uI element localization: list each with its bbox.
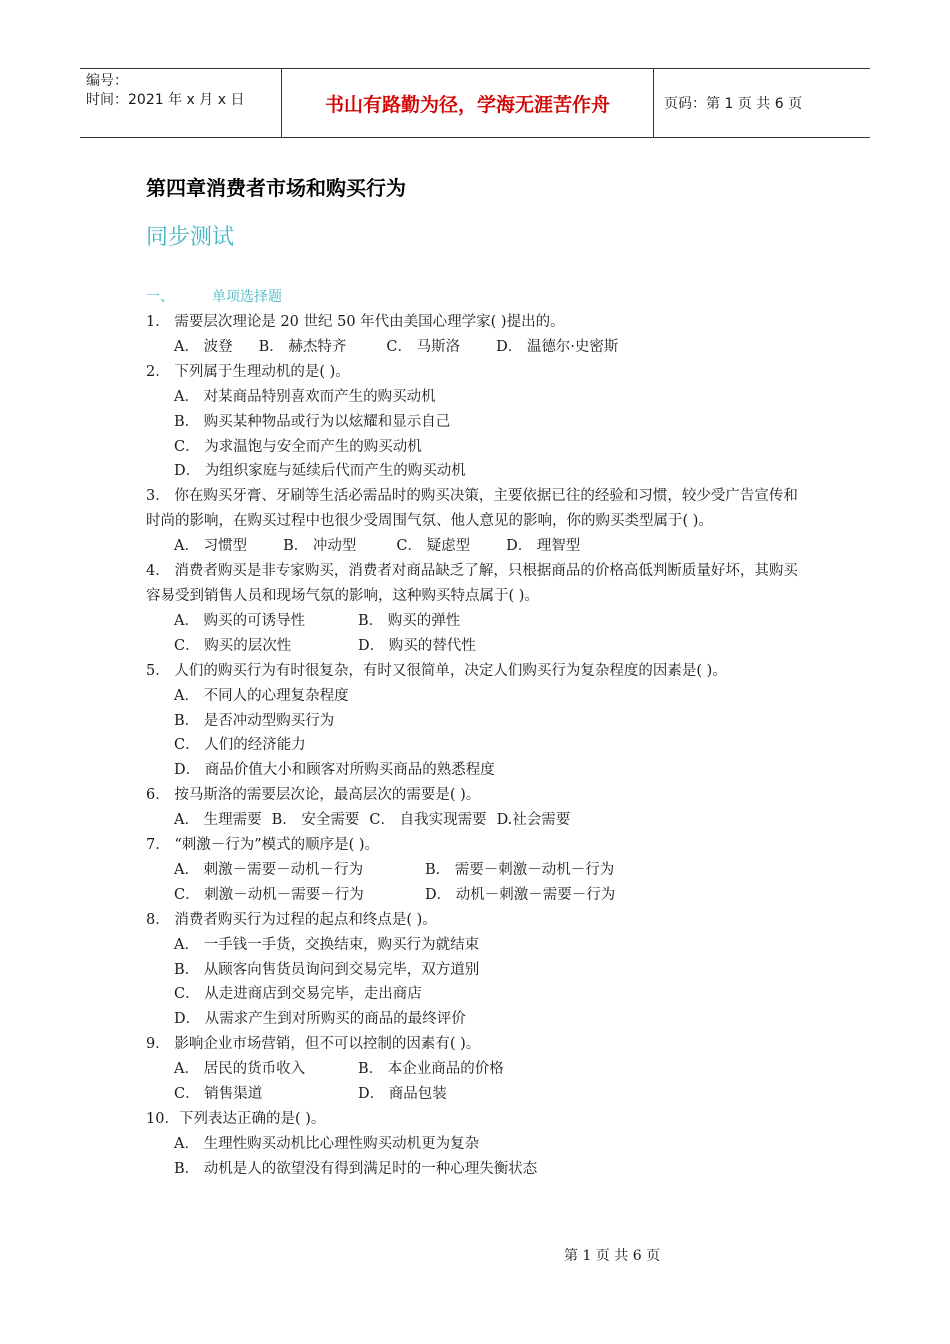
option-row: [146, 1057, 810, 1082]
answer-option: D． 购买的替代性: [358, 637, 476, 654]
answer-option: D.社会需要: [496, 812, 571, 829]
header-info-cell: [80, 69, 282, 137]
question-item: [146, 1107, 810, 1182]
answer-option: D． 温德尔·史密斯: [496, 338, 619, 355]
answer-option: B． 购买某种物品或行为以炫耀和显示自己: [174, 413, 451, 430]
answer-option: B． 本企业商品的价格: [358, 1061, 504, 1078]
answer-option: A． 一手钱一手货，交换结束，购买行为就结束: [174, 936, 480, 953]
question-stem: 10．下列表达正确的是( )。: [146, 1111, 326, 1127]
answer-option: B． 动机是人的欲望没有得到满足时的一种心理失衡状态: [174, 1160, 538, 1177]
page-number-label: 页码：第 1 页 共 6 页: [664, 96, 803, 112]
answer-option: D． 动机－刺激－需要－行为: [425, 886, 616, 903]
option-row: [146, 609, 810, 634]
chapter-title: 第四章消费者市场和购买行为: [146, 176, 406, 200]
answer-option: C． 为求温饱与安全而产生的购买动机: [174, 438, 422, 455]
page-footer: 第 1 页 共 6 页: [564, 1248, 661, 1264]
option-row: [146, 808, 810, 833]
motto-text: 书山有路勤为径，学海无涯苦作舟: [324, 93, 610, 116]
answer-option: C． 马斯洛: [386, 338, 461, 355]
question-stem: 6． 按马斯洛的需要层次论，最高层次的需要是( )。: [146, 787, 481, 804]
answer-option: C． 自我实现需要: [369, 812, 487, 829]
answer-option: A． 波登: [174, 338, 233, 355]
answer-option: B． 冲动型: [283, 538, 357, 555]
question-item: [146, 908, 810, 1033]
option-row: [146, 534, 810, 559]
question-stem: 9． 影响企业市场营销，但不可以控制的因素有( )。: [146, 1036, 481, 1053]
question-item: [146, 310, 810, 360]
answer-option: C． 销售渠道: [174, 1086, 263, 1103]
answer-option: B． 从顾客向售货员询问到交易完毕，双方道别: [174, 961, 480, 978]
option-row: [146, 335, 810, 360]
option-row: [146, 634, 810, 659]
answer-option: B． 购买的弹性: [358, 612, 461, 629]
subsection-heading: [146, 286, 282, 306]
answer-option: A． 生理性购买动机比心理性购买动机更为复杂: [174, 1135, 480, 1152]
answer-option: A． 购买的可诱导性: [174, 612, 306, 629]
answer-option: A． 不同人的心理复杂程度: [174, 687, 349, 704]
question-stem: 5． 人们的购买行为有时很复杂，有时又很简单，决定人们购买行为复杂程度的因素是( )。: [146, 662, 727, 679]
answer-option: C． 人们的经济能力: [174, 737, 306, 754]
answer-option: A． 对某商品特别喜欢而产生的购买动机: [174, 388, 436, 405]
question-item: [146, 783, 810, 833]
option-row: [146, 1082, 810, 1107]
option-row: [146, 858, 810, 883]
answer-option: A． 居民的货币收入: [174, 1061, 306, 1078]
question-list: [146, 310, 810, 1182]
document-date: 时间：2021 年 x 月 x 日: [86, 92, 245, 108]
answer-option: B． 是否冲动型购买行为: [174, 712, 335, 729]
page-header: [80, 68, 870, 138]
answer-option: A． 刺激－需要－动机－行为: [174, 861, 364, 878]
question-item: [146, 360, 810, 485]
answer-option: A． 生理需要: [174, 812, 262, 829]
document-number: 编号：: [86, 73, 128, 89]
question-stem: 7． “刺激－行为”模式的顺序是( )。: [146, 837, 380, 854]
answer-option: B． 安全需要: [271, 812, 360, 829]
answer-option: D． 商品包装: [358, 1086, 447, 1103]
subsection-number: 一、: [146, 289, 174, 305]
header-page-cell: [654, 69, 870, 137]
answer-option: C． 购买的层次性: [174, 637, 292, 654]
answer-option: B． 需要－刺激－动机－行为: [425, 861, 615, 878]
question-item: [146, 833, 810, 908]
answer-option: C． 刺激－动机－需要－行为: [174, 886, 364, 903]
answer-option: D． 为组织家庭与延续后代而产生的购买动机: [174, 463, 466, 480]
answer-option: C． 疑虑型: [396, 538, 471, 555]
question-stem: 4． 消费者购买是非专家购买，消费者对商品缺乏了解，只根据商品的价格高低判断质量好坏，其购买容易受到销售人员和现场气氛的影响，这种购买特点属于( )。: [146, 563, 798, 604]
answer-option: D． 从需求产生到对所购买的商品的最终评价: [174, 1011, 466, 1028]
question-item: [146, 659, 810, 784]
option-row: [146, 883, 810, 908]
answer-option: A． 习惯型: [174, 538, 248, 555]
answer-option: D． 商品价值大小和顾客对所购买商品的熟悉程度: [174, 762, 495, 779]
question-item: [146, 1032, 810, 1107]
subsection-title: 单项选择题: [212, 289, 282, 305]
question-stem: 1． 需要层次理论是 20 世纪 50 年代由美国心理学家( )提出的。: [146, 314, 565, 330]
answer-option: D． 理智型: [506, 538, 581, 555]
question-stem: 8． 消费者购买行为过程的起点和终点是( )。: [146, 911, 437, 928]
header-motto-cell: [282, 69, 654, 137]
question-item: [146, 484, 810, 559]
answer-option: C． 从走进商店到交易完毕，走出商店: [174, 986, 422, 1003]
section-title: 同步测试: [146, 225, 235, 250]
question-stem: 2． 下列属于生理动机的是( )。: [146, 363, 350, 380]
question-item: [146, 559, 810, 659]
question-stem: 3． 你在购买牙膏、牙刷等生活必需品时的购买决策，主要依据已往的经验和习惯，较少受广告宣传和时尚的影响，在购买过程中也很少受周围气氛、他人意见的影响，你的购买类型属于( )。: [146, 488, 798, 530]
answer-option: B． 赫杰特齐: [258, 338, 347, 355]
